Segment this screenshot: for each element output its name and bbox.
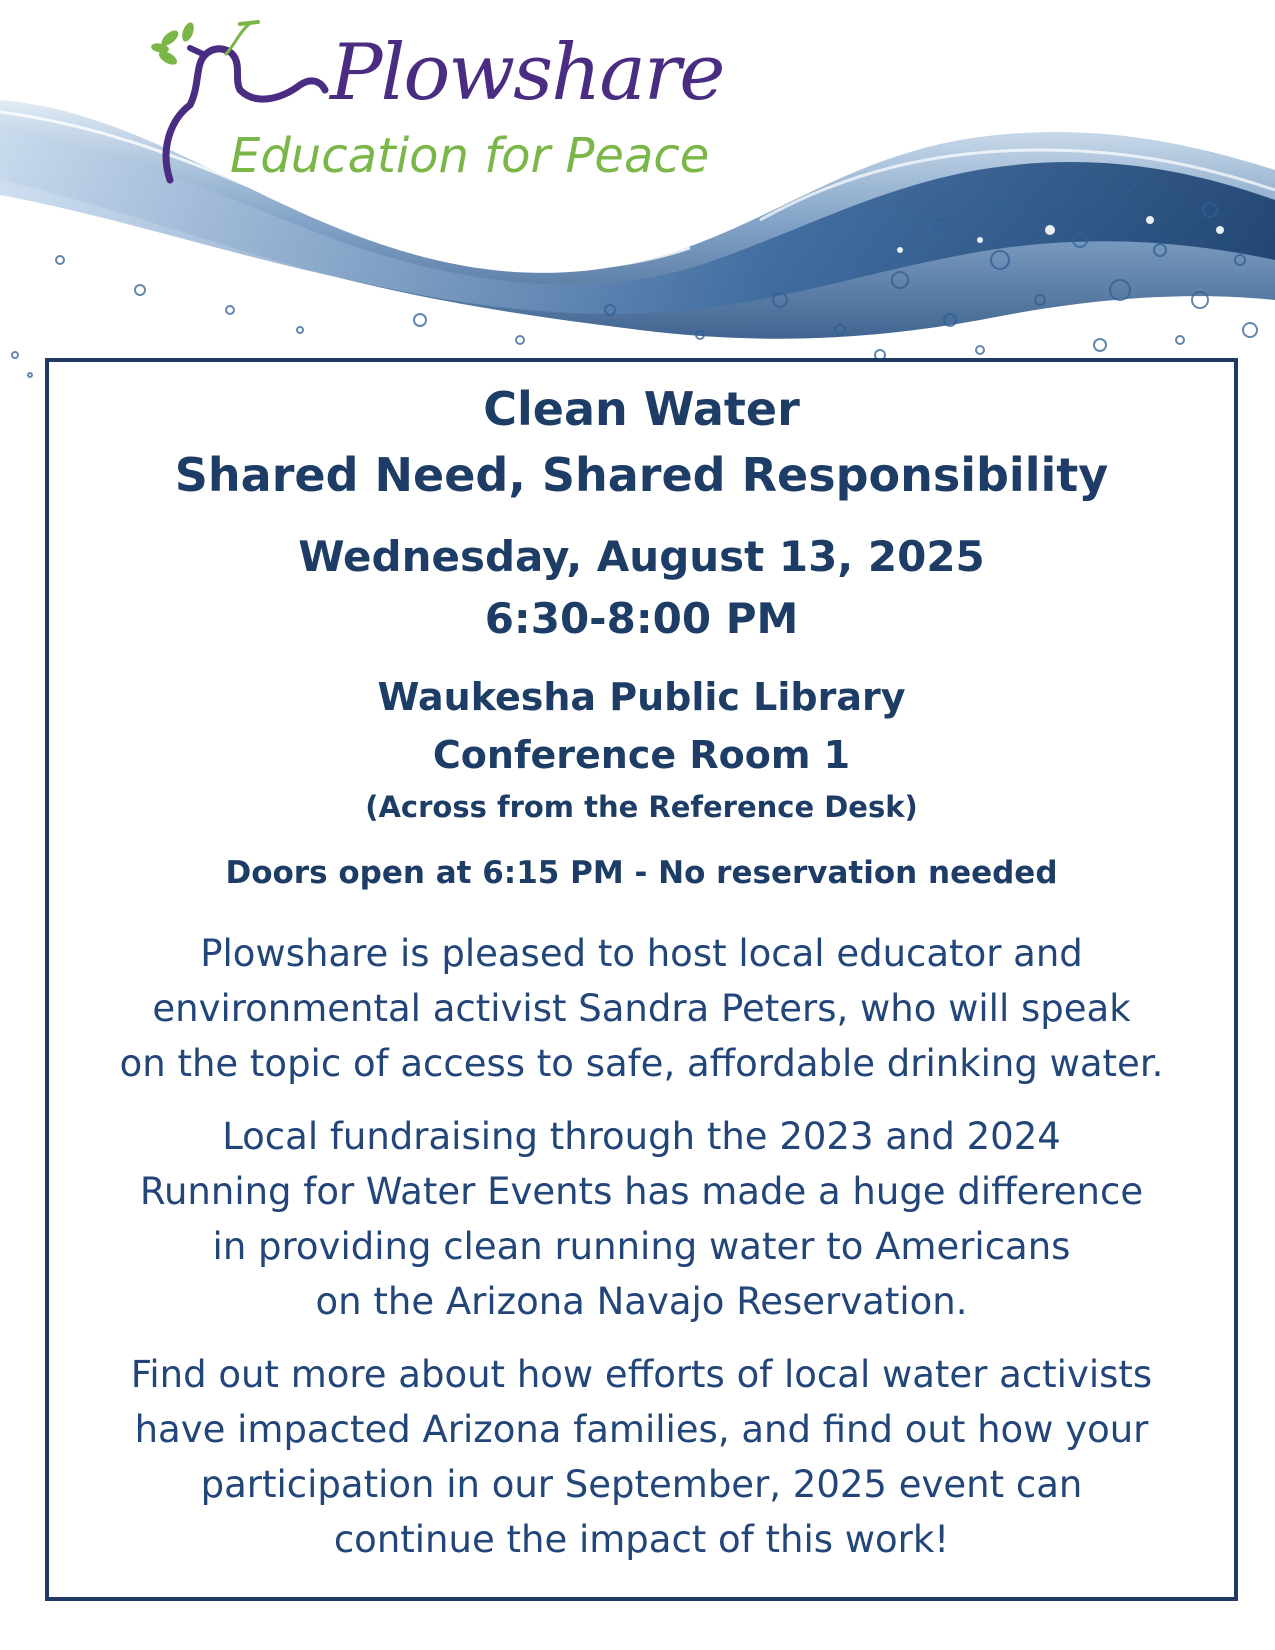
paragraph-line: Running for Water Events has made a huge difference bbox=[139, 1170, 1144, 1213]
paragraph-line: in providing clean running water to Americans bbox=[212, 1225, 1071, 1268]
event-date: Wednesday, August 13, 2025 bbox=[298, 532, 985, 581]
doors-open-note: Doors open at 6:15 PM - No reservation needed bbox=[225, 855, 1058, 891]
event-info-box bbox=[45, 358, 1238, 1601]
event-title-line-1: Clean Water bbox=[483, 382, 800, 436]
venue-name: Waukesha Public Library bbox=[377, 675, 906, 719]
description-paragraph-1 bbox=[49, 926, 1234, 1091]
logo-name: Plowshare bbox=[330, 28, 724, 118]
paragraph-line: participation in our September, 2025 event can bbox=[200, 1463, 1083, 1506]
paragraph-line: on the topic of access to safe, affordable drinking water. bbox=[119, 1042, 1164, 1085]
event-title-line-2: Shared Need, Shared Responsibility bbox=[174, 448, 1109, 502]
event-time: 6:30-8:00 PM bbox=[484, 594, 799, 643]
paragraph-line: environmental activist Sandra Peters, who will speak bbox=[152, 987, 1131, 1030]
paragraph-line: have impacted Arizona families, and find out how your bbox=[134, 1408, 1149, 1451]
event-title bbox=[49, 376, 1234, 508]
paragraph-line: Find out more about how efforts of local water activists bbox=[130, 1353, 1153, 1396]
event-datetime bbox=[49, 526, 1234, 650]
plowshare-logo bbox=[140, 10, 780, 190]
description-paragraph-2 bbox=[49, 1109, 1234, 1329]
paragraph-line: continue the impact of this work! bbox=[333, 1518, 950, 1561]
event-venue bbox=[49, 668, 1234, 830]
venue-room-note: (Across from the Reference Desk) bbox=[365, 790, 918, 824]
paragraph-line: Local fundraising through the 2023 and 2024 bbox=[222, 1115, 1061, 1158]
logo-tagline: Education for Peace bbox=[230, 128, 710, 184]
venue-room: Conference Room 1 bbox=[432, 733, 851, 777]
paragraph-line: Plowshare is pleased to host local educator and bbox=[200, 932, 1083, 975]
paragraph-line: on the Arizona Navajo Reservation. bbox=[315, 1280, 968, 1323]
description-paragraph-3 bbox=[49, 1347, 1234, 1567]
